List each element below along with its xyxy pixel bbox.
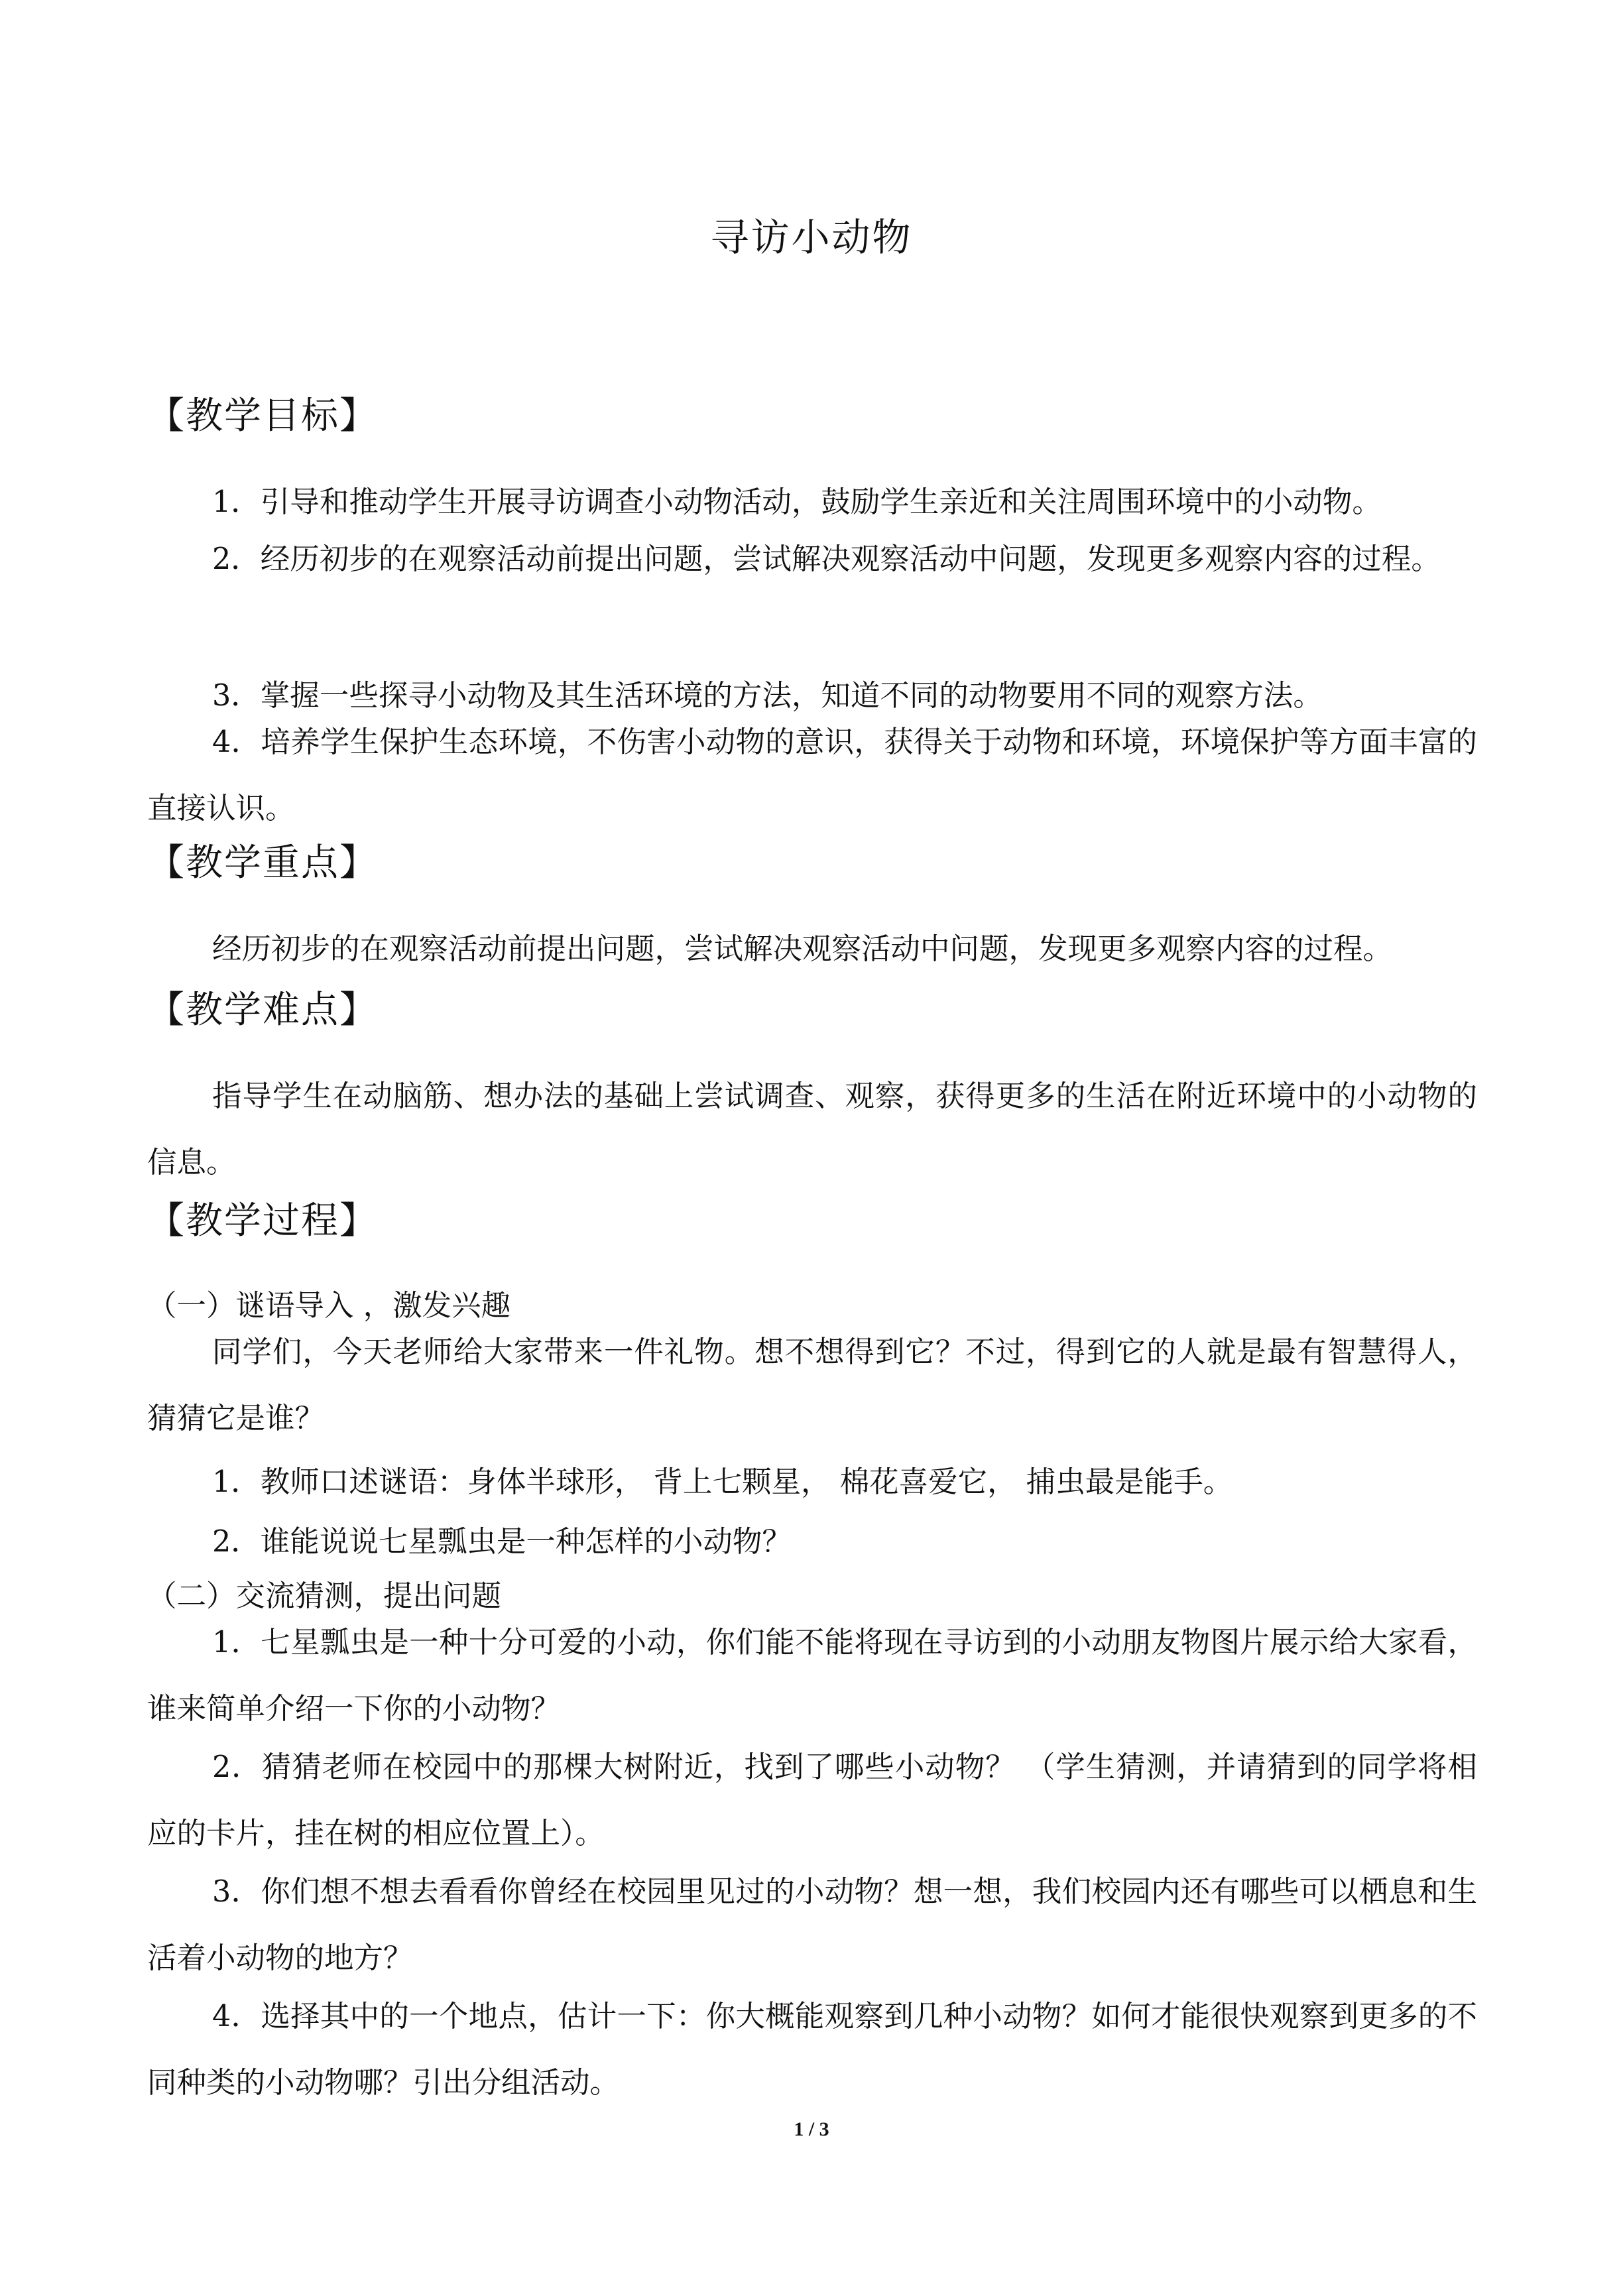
section-heading-goals: 【教学目标】 (147, 394, 378, 438)
process-part1-item: 2．谁能说说七星瓢虫是一种怎样的小动物？ (212, 1525, 792, 1559)
focus-text: 经历初步的在观察活动前提出问题，尝试解决观察活动中问题，发现更多观察内容的过程。 (212, 932, 1393, 966)
goal-item: 2．经历初步的在观察活动前提出问题，尝试解决观察活动中问题，发现更多观察内容的过程。 (212, 542, 1441, 576)
process-part2-heading: （二）交流猜测，提出问题 (147, 1579, 502, 1613)
difficulty-text: 指导学生在动脑筋、想办法的基础上尝试调查、观察，获得更多的生活在附近环境中的小动物的信息。 (147, 1079, 1477, 1179)
document-title: 寻访小动物 (710, 215, 913, 260)
goal-item: 3．掌握一些探寻小动物及其生活环境的方法，知道不同的动物要用不同的观察方法。 (212, 679, 1323, 713)
process-part1-intro: 同学们，今天老师给大家带来一件礼物。想不想得到它？不过，得到它的人就是最有智慧得人，猜猜它是谁？ (147, 1335, 1477, 1435)
section-heading-process: 【教学过程】 (147, 1199, 378, 1242)
process-part1-heading: （一）谜语导入 ，激发兴趣 (147, 1289, 511, 1323)
section-heading-difficulty: 【教学难点】 (147, 989, 378, 1032)
goal-item: 1．引导和推动学生开展寻访调查小动物活动，鼓励学生亲近和关注周围环境中的小动物。 (212, 485, 1382, 519)
process-part2-item: 1．七星瓢虫是一种十分可爱的小动，你们能不能将现在寻访到的小动朋友物图片展示给大家看，谁来简单介绍一下你的小动物？ (147, 1626, 1477, 1726)
process-part2-item: 4．选择其中的一个地点，估计一下：你大概能观察到几种小动物？如何才能很快观察到更多的不同种类的小动物哪？引出分组活动。 (147, 2000, 1477, 2100)
process-part2-item: 3．你们想不想去看看你曾经在校园里见过的小动物？想一想，我们校园内还有哪些可以栖息和生活着小动物的地方？ (147, 1875, 1477, 1975)
process-part2-item: 2．猜猜老师在校园中的那棵大树附近，找到了哪些小动物？ （学生猜测，并请猜到的同学将相应的卡片，挂在树的相应位置上）。 (147, 1750, 1477, 1850)
section-heading-focus: 【教学重点】 (147, 841, 378, 884)
process-part1-item: 1．教师口述谜语：身体半球形， 背上七颗星， 棉花喜爱它， 捕虫最是能手。 (212, 1465, 1233, 1499)
goal-item: 4．培养学生保护生态环境，不伤害小动物的意识，获得关于动物和环境，环境保护等方面丰富的直接认识。 (147, 725, 1477, 825)
page-number: 1 / 3 (794, 2118, 829, 2140)
